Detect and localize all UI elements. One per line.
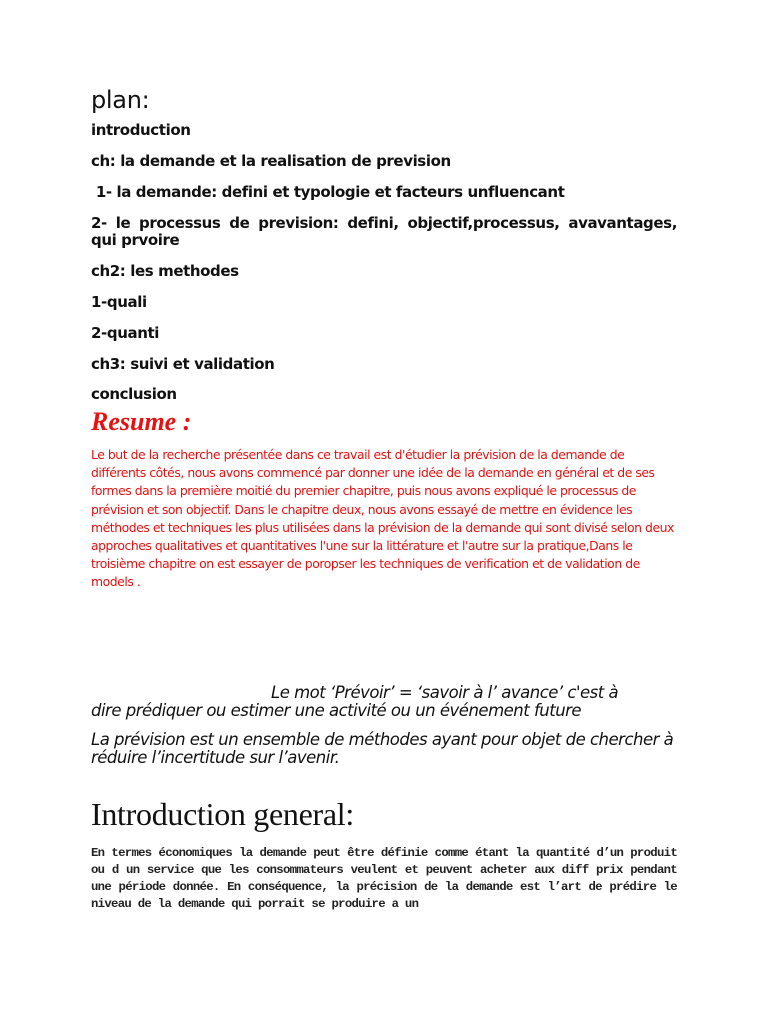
plan-item-chapter-3: ch3: suivi et validation bbox=[91, 355, 275, 373]
resume-heading: Resume : bbox=[91, 407, 192, 436]
introduction-heading: Introduction general: bbox=[91, 796, 354, 832]
introduction-paragraph: En termes économiques la demande peut être définie comme étant la quantité d’un produit ou d un service que les consommateurs veulent et peuvent acheter aux diff prix pendant une période donnée. En conséquence, la précision de la demande est l’art de prédire le niveau de la demande qui porrait se produire a un bbox=[91, 846, 677, 911]
plan-item-conclusion: conclusion bbox=[91, 385, 177, 403]
plan-item-2-1: 1-quali bbox=[91, 293, 147, 311]
definition-prevoir bbox=[91, 684, 681, 720]
definition-prevoir-line-1: Le mot ‘Prévoir’ = ‘savoir à l’ avance’ c'est à bbox=[271, 683, 619, 702]
definition-prevoir-line-2: dire prédiquer ou estimer une activité ou un événement future bbox=[91, 701, 582, 720]
plan-item-1-1: 1- la demande: defini et typologie et facteurs unfluencant bbox=[91, 183, 565, 201]
plan-item-2-2: 2-quanti bbox=[91, 324, 159, 342]
resume-paragraph: Le but de la recherche présentée dans ce travail est d'étudier la prévision de la demande de différents côtés, nous avons commencé par donner une idée de la demande en général et de ses formes dans la première moitié du premier chapitre, puis nous avons expliqué le processus de prévision et son objectif. Dans le chapitre deux, nous avons essayé de mettre en évidence les méthodes et techniques les plus utilisées dans la prévision de la demande qui sont divisé selon deux approches qualitatives et quantitatives l'une sur la littérature et l'autre sur la pratique,Dans le troisième chapitre on est essayer de poropser les techniques de verification et de validation de models . bbox=[91, 447, 674, 590]
definition-prevision: La prévision est un ensemble de méthodes ayant pour objet de chercher à réduire l’incertitude sur l’avenir. bbox=[91, 730, 674, 767]
plan-heading: plan: bbox=[91, 86, 150, 114]
plan-item-chapter-1: ch: la demande et la realisation de prevision bbox=[91, 152, 451, 170]
plan-item-introduction: introduction bbox=[91, 121, 191, 139]
plan-item-1-2: 2- le processus de prevision: defini, objectif,processus, avavantages, qui prvoire bbox=[91, 214, 677, 249]
plan-item-chapter-2: ch2: les methodes bbox=[91, 262, 239, 280]
